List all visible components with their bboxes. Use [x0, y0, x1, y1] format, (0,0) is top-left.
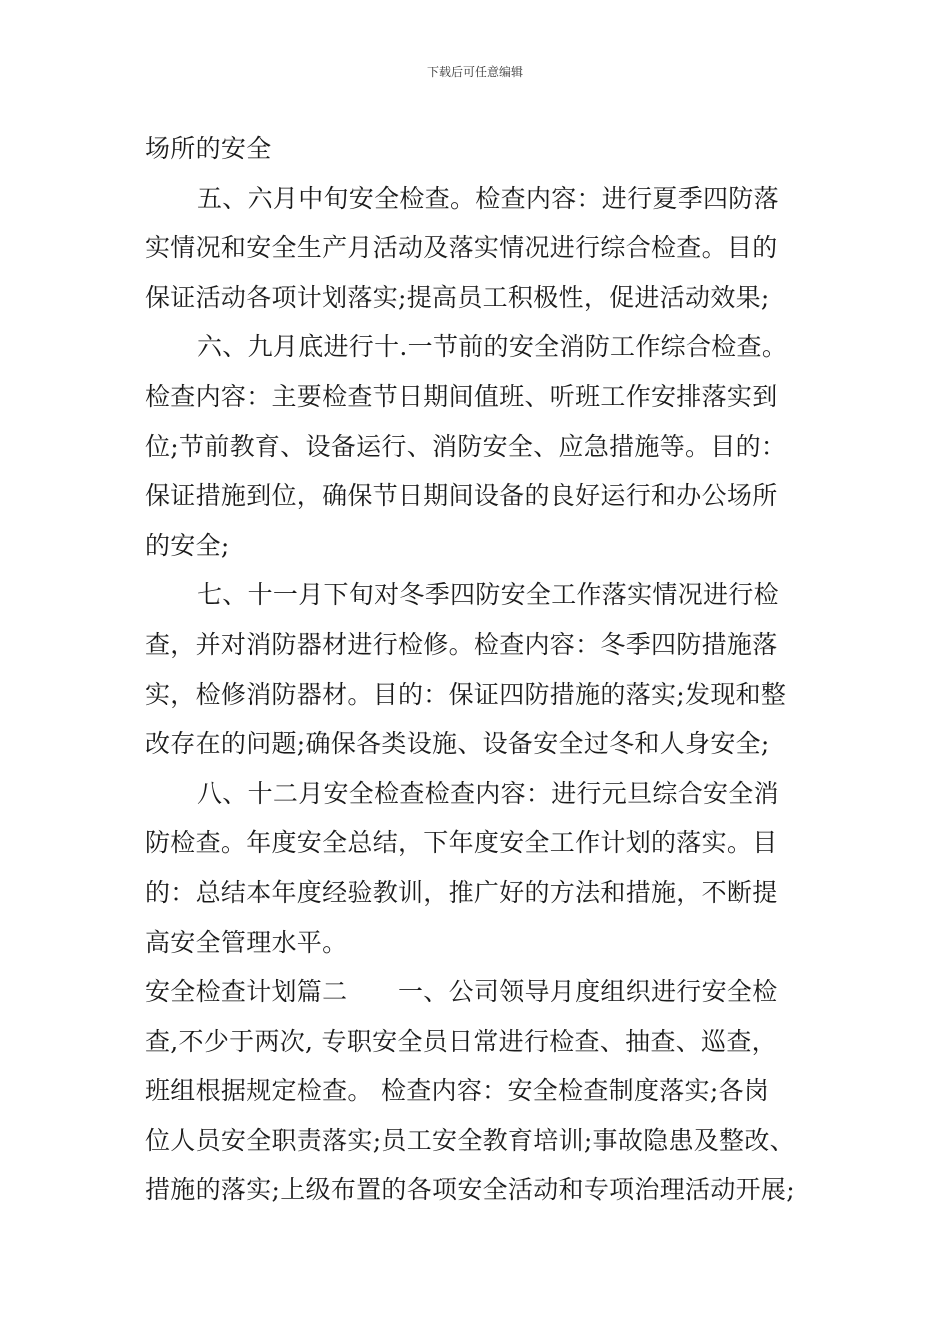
text-line: 防检查。年度安全总结，下年度安全工作计划的落实。目	[145, 828, 778, 858]
text-line: 位;节前教育、设备运行、消防安全、应急措施等。目的：	[145, 431, 787, 461]
text-line: 高安全管理水平。	[145, 927, 348, 957]
text-line: 位人员安全职责落实;员工安全教育培训;事故隐患及整改、	[145, 1125, 795, 1155]
text-line: 实情况和安全生产月活动及落实情况进行综合检查。目的	[145, 233, 778, 263]
text-line: 保证措施到位，确保节日期间设备的良好运行和办公场所	[145, 481, 778, 511]
text-line: 六、九月底进行十.一节前的安全消防工作综合检查。	[197, 332, 788, 362]
document-body	[145, 124, 820, 1215]
text-line: 措施的落实;上级布置的各项安全活动和专项治理活动开展;	[145, 1175, 795, 1205]
text-line: 查，并对消防器材进行检修。检查内容：冬季四防措施落	[145, 629, 778, 659]
text-line: 的安全;	[145, 530, 230, 560]
page-header-note: 下载后可任意编辑	[426, 65, 523, 79]
text-line: 八、十二月安全检查检查内容：进行元旦综合安全消	[197, 778, 779, 808]
text-line: 的：总结本年度经验教训，推广好的方法和措施，不断提	[145, 877, 778, 907]
text-line: 场所的安全	[145, 134, 272, 163]
text-line: 安全检查计划篇二 一、公司领导月度组织进行安全检	[145, 977, 778, 1007]
text-line: 保证活动各项计划落实;提高员工积极性，促进活动效果;	[145, 282, 770, 312]
text-line: 实，检修消防器材。目的：保证四防措施的落实;发现和整	[145, 679, 787, 709]
text-line: 五、六月中旬安全检查。检查内容：进行夏季四防落	[197, 183, 779, 213]
text-line: 改存在的问题;确保各类设施、设备安全过冬和人身安全;	[145, 729, 770, 759]
text-line: 班组根据规定检查。 检查内容：安全检查制度落实;各岗	[145, 1076, 770, 1106]
text-line: 检查内容：主要检查节日期间值班、听班工作安排落实到	[145, 381, 778, 411]
text-line: 查,不少于两次, 专职安全员日常进行检查、抽查、巡查，	[145, 1026, 777, 1056]
text-line: 七、十一月下旬对冬季四防安全工作落实情况进行检	[197, 580, 779, 610]
